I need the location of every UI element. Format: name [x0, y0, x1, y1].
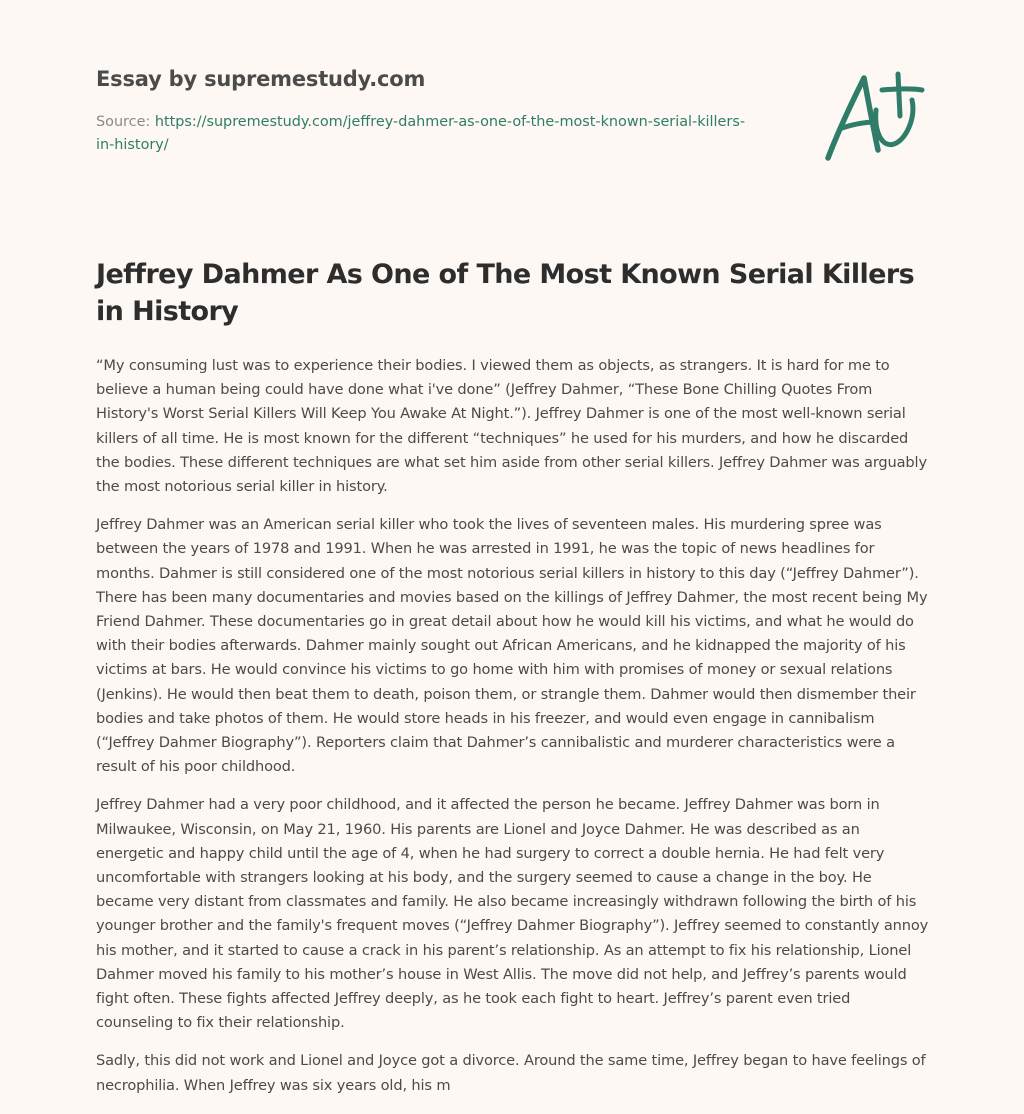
- essay-title: Jeffrey Dahmer As One of The Most Known Serial Killers in History: [96, 259, 915, 327]
- essay-paragraph: “My consuming lust was to experience their bodies. I viewed them as objects, as strangers. It is hard for me to believe a human being could have done what i've done” (Jeffrey Dahmer, “These Bone Chilling Quotes From History's Worst Serial Killers Will Keep You Awake At Night.”). Jeffrey Dahmer is one of the most well-known serial killers of all time. He is most known for the different “techniques” he used for his murders, and how he discarded the bodies. These different techniques are what set him aside from other serial killers. Jeffrey Dahmer was arguably the most notorious serial killer in history.: [96, 357, 927, 496]
- source-label: Source:: [96, 114, 151, 130]
- essay-paragraph: Jeffrey Dahmer had a very poor childhood, and it affected the person he became. Jeffrey Dahmer was born in Milwaukee, Wisconsin, on May 21, 1960. His parents are Lionel and Joyce Dahmer. He was described as an energetic and happy child until the age of 4, when he had surgery to correct a double hernia. He had felt very uncomfortable with strangers looking at his body, and the surgery seemed to cause a change in the boy. He became very distant from classmates and family. He also became increasingly withdrawn following the birth of his younger brother and the family's frequent moves (“Jeffrey Dahmer Biography”). Jeffrey seemed to constantly annoy his mother, and it started to cause a crack in his parent’s relationship. As an attempt to fix his relationship, Lionel Dahmer moved his family to his mother’s house in West Allis. The move did not help, and Jeffrey’s parents would fight often. These fights affected Jeffrey deeply, as he took each fight to heart. Jeffrey’s parent even tried counseling to fix their relationship.: [96, 796, 929, 1032]
- essay-paragraph: Sadly, this did not work and Lionel and Joyce got a divorce. Around the same time, Jeffrey began to have feelings of necrophilia. When Jeffrey was six years old, his m: [96, 1052, 926, 1094]
- a-plus-logo-icon: [818, 66, 930, 166]
- essay-paragraph: Jeffrey Dahmer was an American serial killer who took the lives of seventeen males. His murdering spree was between the years of 1978 and 1991. When he was arrested in 1991, he was the topic of news headlines for months. Dahmer is still considered one of the most notorious serial killers in history to this day (“Jeffrey Dahmer”). There has been many documentaries and movies based on the killings of Jeffrey Dahmer, the most recent being My Friend Dahmer. These documentaries go in great detail about how he would kill his victims, and what he would do with their bodies afterwards. Dahmer mainly sought out African Americans, and he kidnapped the majority of his victims at bars. He would convince his victims to go home with him with promises of money or sexual relations (Jenkins). He would then beat them to death, poison them, or strangle them. Dahmer would then dismember their bodies and take photos of them. He would store heads in his freezer, and would even engage in cannibalism (“Jeffrey Dahmer Biography”). Reporters claim that Dahmer’s cannibalistic and murderer characteristics were a result of his poor childhood.: [96, 516, 928, 776]
- source-line: [96, 111, 756, 157]
- essay-body: [96, 354, 930, 1112]
- site-title: Essay by supremestudy.com: [96, 67, 426, 91]
- source-link[interactable]: https://supremestudy.com/jeffrey-dahmer-as-one-of-the-most-known-serial-killers-in-history/: [96, 114, 746, 153]
